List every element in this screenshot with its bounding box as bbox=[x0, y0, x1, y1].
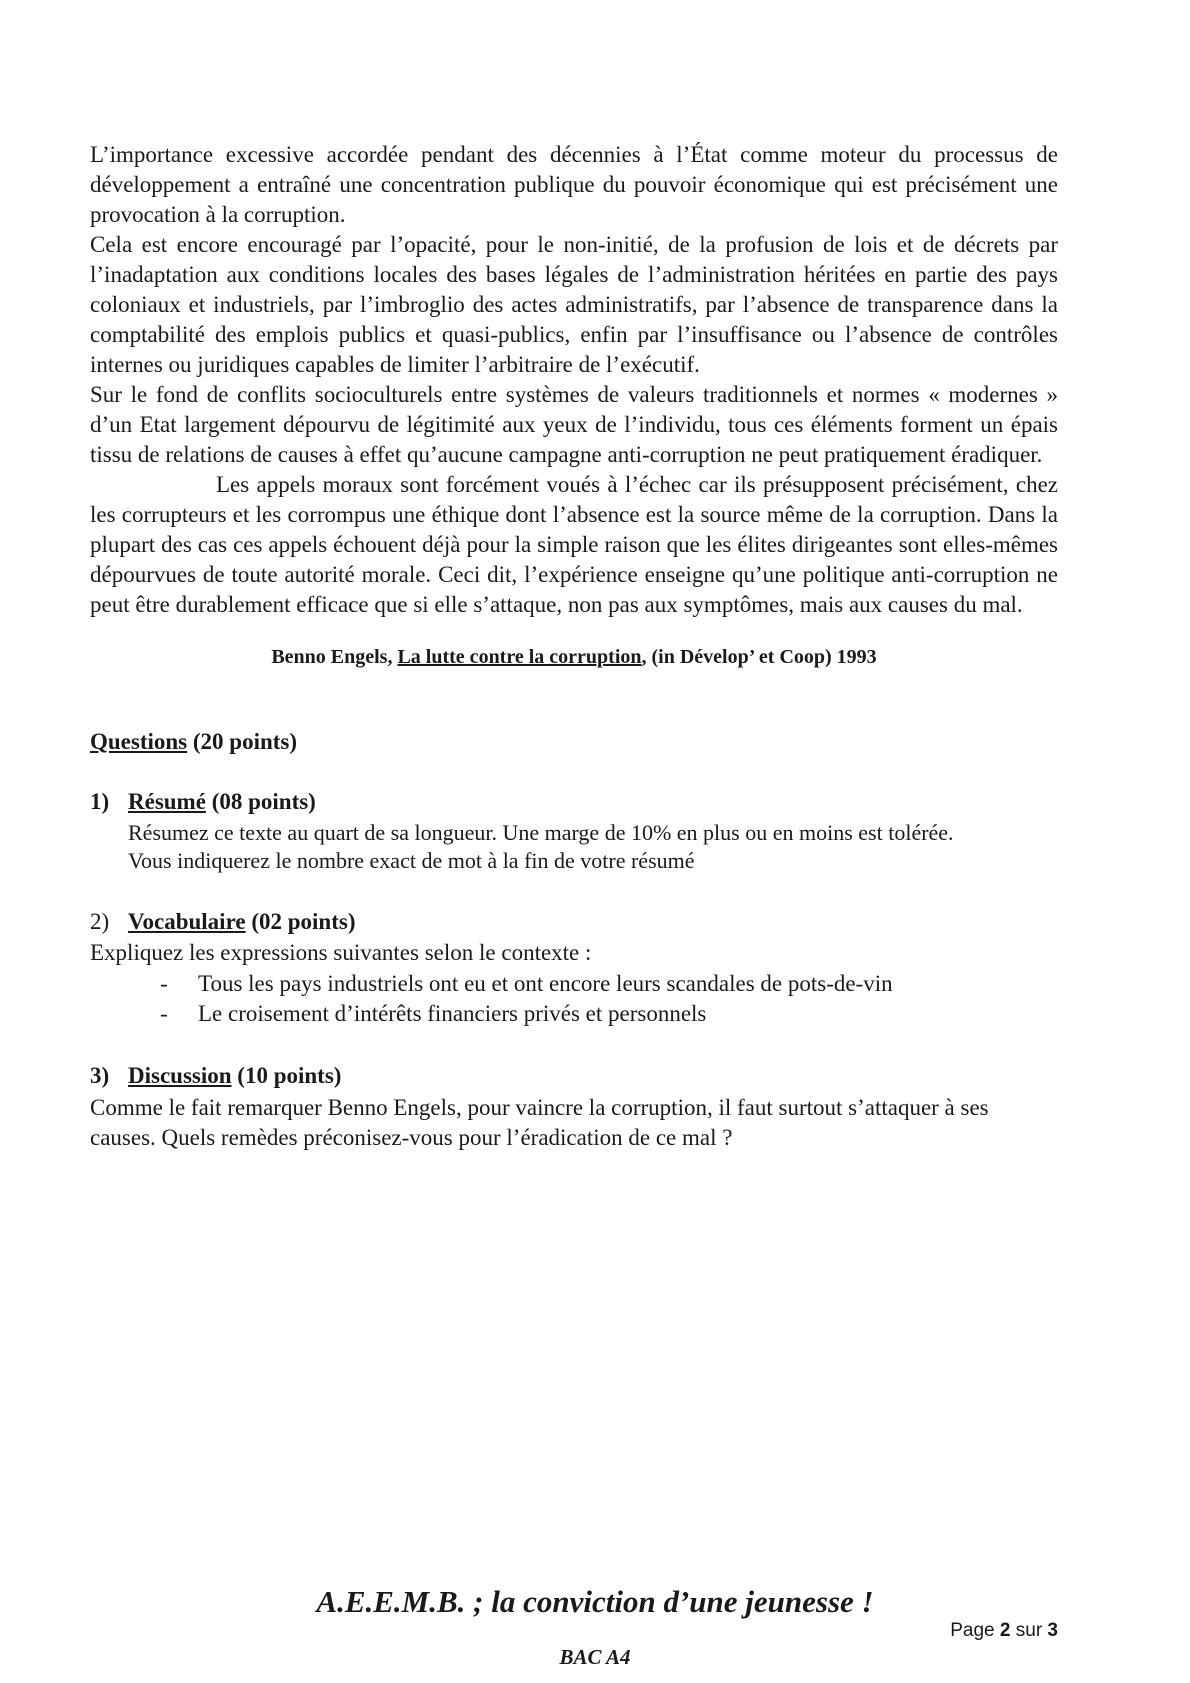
source-title: La lutte contre la corruption bbox=[397, 646, 642, 668]
passage-paragraph-2: Cela est encore encouragé par l’opacité, pour le non-initié, de la profusion de lois et de décrets par l’inadaptation aux conditions locales des bases légales de l’administration héritées en partie des pays coloniaux et industriels, par l’imbroglio des actes administratifs, par l’absence de transparence dans la comptabilité des emplois publics et quasi-publics, enfin par l’insuffisance ou l’absence de contrôles internes ou juridiques capables de limiter l’arbitraire de l’exécutif. bbox=[90, 232, 1058, 377]
question-1-instruction-2: Vous indiquerez le nombre exact de mot à la fin de votre résumé bbox=[128, 848, 695, 873]
questions-heading bbox=[90, 729, 1058, 755]
page-mid: sur bbox=[1010, 1620, 1048, 1641]
exam-label: BAC A4 bbox=[559, 1645, 631, 1669]
question-1-number: 1) bbox=[90, 789, 110, 814]
question-1-points: (08 points) bbox=[205, 789, 316, 814]
page-prefix: Page bbox=[950, 1620, 1000, 1641]
question-3-heading bbox=[90, 1063, 1058, 1089]
question-2-list bbox=[160, 969, 1058, 1029]
question-1-body bbox=[128, 819, 1058, 875]
question-1-heading bbox=[90, 789, 1058, 815]
passage-paragraph-1: L’importance excessive accordée pendant des décennies à l’État comme moteur du processus de développement a entraîné une concentration publique du pouvoir économique qui est précisément une provocation à la corruption. bbox=[90, 142, 1058, 227]
question-3-number: 3) bbox=[90, 1063, 110, 1088]
question-2-intro: Expliquez les expressions suivantes selon le contexte : bbox=[90, 940, 592, 965]
question-1-instruction-1: Résumez ce texte au quart de sa longueur. Une marge de 10% en plus ou en moins est tolérée. bbox=[128, 820, 954, 845]
question-2-number: 2) bbox=[90, 909, 110, 934]
list-item: - Le croisement d’intérêts financiers privés et personnels bbox=[160, 1001, 707, 1026]
page-total: 3 bbox=[1047, 1620, 1058, 1641]
source-publication: , (in Dévelop’ et Coop) 1993 bbox=[641, 646, 877, 668]
question-3-body: Comme le fait remarquer Benno Engels, pour vaincre la corruption, il faut surtout s’attaquer à ses causes. Quels remèdes préconisez-vous pour l’éradication de ce mal ? bbox=[90, 1095, 989, 1150]
question-2-heading bbox=[90, 909, 1058, 935]
question-2-item-2: Le croisement d’intérêts financiers privés et personnels bbox=[198, 1001, 707, 1026]
question-3-points: (10 points) bbox=[231, 1063, 342, 1088]
questions-points: (20 points) bbox=[187, 729, 298, 754]
question-2-item-1: Tous les pays industriels ont eu et ont encore leurs scandales de pots-de-vin bbox=[198, 971, 893, 996]
question-2-points: (02 points) bbox=[245, 909, 356, 934]
question-2-label: Vocabulaire bbox=[128, 909, 246, 934]
passage-paragraph-3: Sur le fond de conflits socioculturels entre systèmes de valeurs traditionnels et normes « modernes » d’un Etat largement dépourvu de légitimité aux yeux de l’individu, tous ces éléments forment un épais tissu de relations de causes à effet qu’aucune campagne anti-corruption ne peut pratiquement éradiquer. bbox=[90, 382, 1058, 467]
questions-title: Questions bbox=[90, 729, 188, 754]
page-current: 2 bbox=[999, 1620, 1011, 1641]
list-item: - Tous les pays industriels ont eu et ont encore leurs scandales de pots-de-vin bbox=[160, 971, 893, 996]
footer-motto: A.E.E.M.B. ; la conviction d’une jeunesse ! bbox=[316, 1584, 874, 1619]
source-citation bbox=[90, 646, 1058, 669]
source-author: Benno Engels, bbox=[271, 646, 398, 668]
passage-paragraph-4: Les appels moraux sont forcément voués à l’échec car ils présupposent précisément, chez les corrupteurs et les corrompus une éthique dont l’absence est la source même de la corruption. Dans la plupart des cas ces appels échouent déjà pour la simple raison que les élites dirigeantes sont elles-mêmes dépourvues de toute autorité morale. Ceci dit, l’expérience enseigne qu’une politique anti-corruption ne peut être durablement efficace que si elle s’attaque, non pas aux symptômes, mais aux causes du mal. bbox=[90, 472, 1058, 617]
exam-page bbox=[90, 140, 1058, 1153]
question-1-label: Résumé bbox=[128, 789, 206, 814]
page-number bbox=[950, 1620, 1058, 1642]
question-3-label: Discussion bbox=[128, 1063, 232, 1088]
